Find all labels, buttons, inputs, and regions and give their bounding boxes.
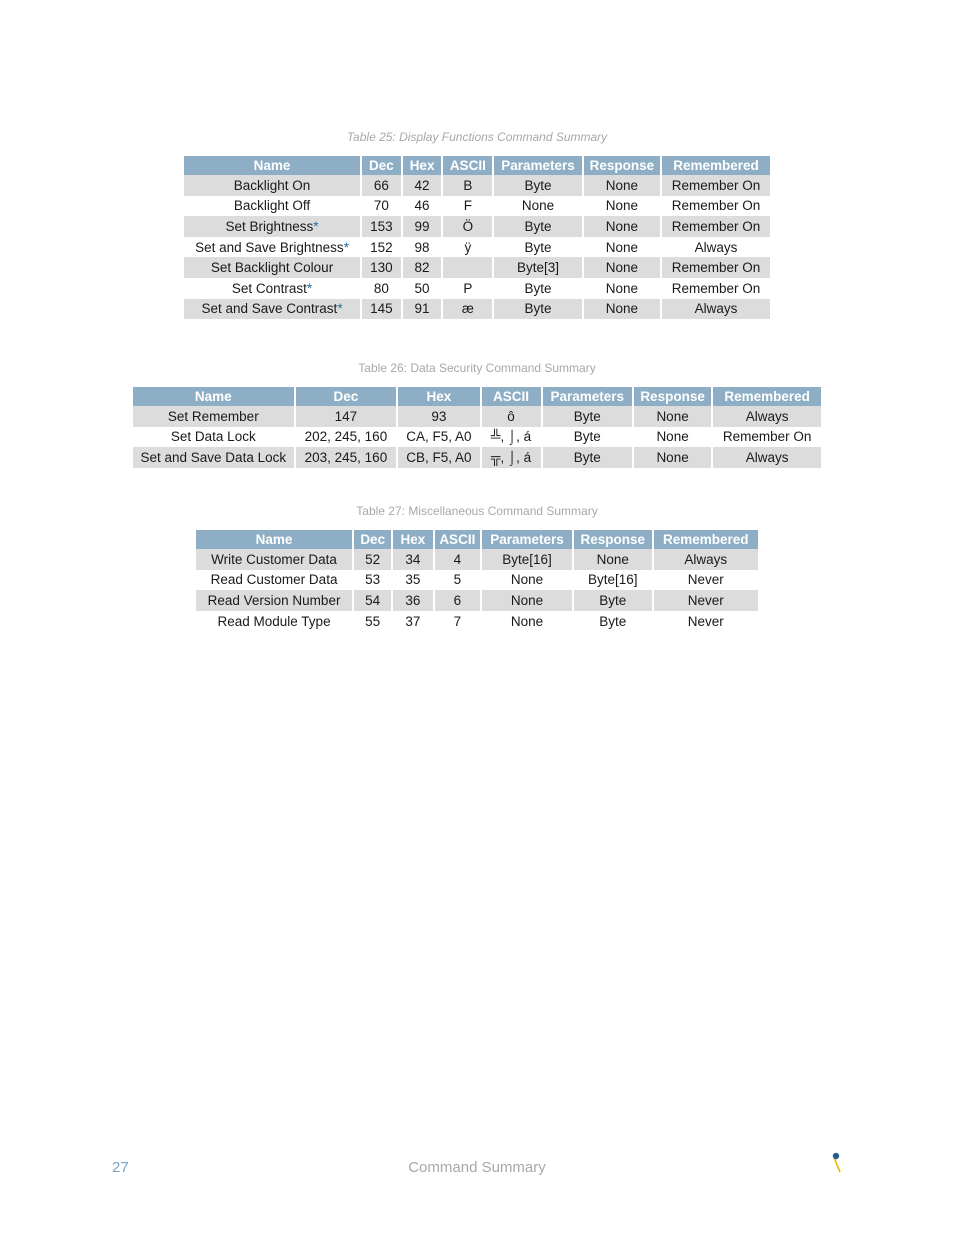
cell-text: 35 — [405, 572, 421, 588]
cell-remembered — [662, 216, 770, 237]
cell-text: 99 — [414, 218, 430, 234]
cell-remembered — [654, 590, 758, 611]
cell-remembered — [713, 406, 821, 427]
cell-name — [196, 549, 352, 570]
cell-hex — [403, 216, 442, 237]
cell-name — [184, 216, 360, 237]
cell-dec — [296, 447, 397, 468]
cell-text: None — [510, 592, 544, 608]
cell-ascii — [482, 427, 541, 448]
cell-text: Always — [745, 449, 789, 465]
cell-dec — [354, 549, 391, 570]
pin-logo-icon — [828, 1151, 844, 1173]
cell-text: None — [656, 429, 689, 445]
column-header-name: Name — [184, 156, 360, 175]
cell-ascii — [443, 278, 492, 299]
cell-text: CB, F5, A0 — [406, 449, 472, 465]
cell-text: æ — [461, 301, 474, 317]
cell-parameters — [543, 427, 632, 448]
cell-dec — [296, 406, 397, 427]
cell-hex — [398, 406, 479, 427]
page-number: 27 — [112, 1159, 129, 1176]
cell-ascii — [443, 196, 492, 217]
cell-name — [196, 570, 352, 591]
cell-parameters — [482, 549, 572, 570]
cell-text: None — [656, 449, 689, 465]
cell-parameters — [494, 257, 582, 278]
table-row — [196, 549, 758, 570]
cell-text: 145 — [370, 301, 393, 317]
cell-text: None — [605, 198, 639, 214]
cell-parameters — [494, 278, 582, 299]
cell-dec — [362, 278, 401, 299]
cell-text: Read Version Number — [207, 592, 341, 608]
cell-text: Ö — [462, 218, 474, 234]
table-row — [133, 406, 821, 427]
cell-text: 53 — [365, 572, 381, 588]
cell-parameters — [494, 216, 582, 237]
table-row — [196, 611, 758, 632]
cell-name — [184, 175, 360, 196]
column-header-hex: Hex — [398, 387, 479, 406]
cell-ascii — [443, 216, 492, 237]
cell-text: None — [605, 260, 639, 276]
cell-parameters — [494, 196, 582, 217]
cell-text: Remember On — [671, 218, 761, 234]
cell-text: Byte — [573, 408, 601, 424]
cell-text: 93 — [431, 408, 447, 424]
cell-response — [574, 570, 652, 591]
cell-hex — [403, 278, 442, 299]
cell-text: Remember On — [671, 260, 761, 276]
cell-text: Remember On — [671, 198, 761, 214]
cell-text: 80 — [373, 280, 389, 296]
cell-text: 82 — [414, 260, 430, 276]
cell-hex — [393, 590, 432, 611]
cell-text: 153 — [370, 218, 393, 234]
cell-text: None — [605, 239, 639, 255]
cell-dec — [354, 611, 391, 632]
table-header-row — [184, 156, 770, 175]
cell-hex — [398, 427, 479, 448]
cell-text: F — [463, 198, 472, 214]
cell-text: Byte — [573, 429, 601, 445]
table-row — [133, 447, 821, 468]
cell-text: 37 — [405, 613, 421, 629]
table-row — [184, 237, 770, 258]
cell-text: None — [605, 177, 639, 193]
cell-ascii — [435, 590, 480, 611]
table-row — [184, 278, 770, 299]
cell-text: Byte — [524, 280, 552, 296]
cell-text: 147 — [334, 408, 358, 424]
cell-dec — [362, 175, 401, 196]
cell-hex — [403, 237, 442, 258]
cell-text: None — [656, 408, 689, 424]
column-header-dec: Dec — [296, 387, 397, 406]
table-header-row — [196, 530, 758, 549]
cell-dec — [362, 257, 401, 278]
cell-text: None — [605, 218, 639, 234]
cell-remembered — [713, 427, 821, 448]
cell-ascii — [435, 549, 480, 570]
cell-name — [196, 590, 352, 611]
cell-remembered — [662, 278, 770, 299]
cell-text: Always — [745, 408, 789, 424]
column-header-dec: Dec — [354, 530, 391, 549]
table-row — [133, 427, 821, 448]
cell-text: Byte — [524, 177, 552, 193]
cell-name — [184, 299, 360, 320]
cell-dec — [362, 196, 401, 217]
cell-text: 7 — [453, 613, 462, 629]
footer-section-title: Command Summary — [408, 1159, 546, 1176]
cell-text: 52 — [365, 551, 381, 567]
cell-parameters — [494, 299, 582, 320]
cell-text: Remember On — [671, 177, 761, 193]
cell-ascii — [443, 299, 492, 320]
cell-name — [133, 447, 294, 468]
cell-response — [574, 590, 652, 611]
cell-text: Byte — [573, 449, 601, 465]
cell-remembered — [662, 196, 770, 217]
table-row — [184, 257, 770, 278]
cell-name — [184, 237, 360, 258]
cell-text: Set Contrast — [231, 280, 307, 296]
cell-hex — [403, 175, 442, 196]
cell-text: Byte — [599, 613, 627, 629]
cell-text: Set Backlight Colour — [210, 260, 334, 276]
cell-ascii — [443, 257, 492, 278]
miscellaneous-table — [194, 530, 760, 631]
cell-text: Never — [687, 592, 724, 608]
cell-text: Always — [694, 239, 738, 255]
column-header-ascii: ASCII — [482, 387, 541, 406]
cell-text: None — [510, 613, 544, 629]
cell-text: ô — [507, 408, 515, 424]
cell-parameters — [482, 611, 572, 632]
cell-text: 66 — [373, 177, 389, 193]
cell-text: Never — [687, 613, 724, 629]
cell-hex — [393, 611, 432, 632]
cell-text: 4 — [453, 551, 462, 567]
cell-remembered — [654, 611, 758, 632]
cell-parameters — [494, 175, 582, 196]
cell-text: 91 — [414, 301, 430, 317]
cell-text: 46 — [414, 198, 430, 214]
footnote-star: * — [343, 239, 349, 255]
table-row — [184, 216, 770, 237]
cell-name — [184, 257, 360, 278]
cell-text: 34 — [405, 551, 421, 567]
cell-text: CA, F5, A0 — [406, 429, 472, 445]
cell-text: Always — [684, 551, 728, 567]
cell-ascii — [443, 175, 492, 196]
column-header-response: Response — [584, 156, 660, 175]
cell-dec — [362, 237, 401, 258]
cell-text: Byte[16] — [502, 551, 552, 567]
cell-response — [584, 216, 660, 237]
data-security-table — [131, 387, 823, 468]
cell-remembered — [654, 570, 758, 591]
cell-parameters — [543, 447, 632, 468]
cell-text: 202, 245, 160 — [304, 429, 388, 445]
cell-text: 70 — [373, 198, 389, 214]
cell-text: Never — [687, 572, 724, 588]
cell-text: None — [521, 198, 555, 214]
cell-text: Set Brightness — [225, 218, 314, 234]
cell-remembered — [662, 175, 770, 196]
cell-ascii — [435, 570, 480, 591]
cell-hex — [398, 447, 479, 468]
cell-hex — [393, 549, 432, 570]
cell-text: ÿ — [464, 239, 472, 255]
cell-text: Set and Save Brightness — [195, 239, 344, 255]
column-header-remembered: Remembered — [654, 530, 758, 549]
table-row — [184, 175, 770, 196]
cell-response — [584, 196, 660, 217]
cell-text: Byte — [524, 218, 552, 234]
cell-text: Set and Save Contrast — [201, 301, 338, 317]
cell-ascii — [482, 447, 541, 468]
cell-ascii — [482, 406, 541, 427]
column-header-parameters: Parameters — [494, 156, 582, 175]
cell-dec — [354, 570, 391, 591]
footnote-star: * — [313, 218, 319, 234]
cell-hex — [393, 570, 432, 591]
cell-dec — [296, 427, 397, 448]
cell-response — [574, 549, 652, 570]
footnote-star: * — [306, 280, 313, 296]
cell-remembered — [662, 237, 770, 258]
column-header-ascii: ASCII — [443, 156, 492, 175]
cell-text: Remember On — [671, 280, 761, 296]
cell-ascii — [435, 611, 480, 632]
cell-text: None — [596, 551, 629, 567]
cell-text: Byte — [599, 592, 627, 608]
cell-text: Byte[3] — [516, 260, 560, 276]
cell-response — [634, 447, 711, 468]
cell-text: 55 — [365, 613, 381, 629]
table-row — [184, 299, 770, 320]
cell-remembered — [713, 447, 821, 468]
cell-text: P — [463, 280, 473, 296]
column-header-parameters: Parameters — [482, 530, 572, 549]
cell-parameters — [482, 590, 572, 611]
cell-response — [574, 611, 652, 632]
table-row — [184, 196, 770, 217]
cell-text: B — [463, 177, 473, 193]
cell-text: 5 — [453, 572, 462, 588]
cell-text: Set and Save Data Lock — [140, 449, 287, 465]
column-header-name: Name — [196, 530, 352, 549]
column-header-name: Name — [133, 387, 294, 406]
cell-hex — [403, 299, 442, 320]
table-header-row — [133, 387, 821, 406]
cell-response — [634, 427, 711, 448]
display-functions-table — [182, 156, 772, 319]
cell-text: 36 — [405, 592, 421, 608]
column-header-ascii: ASCII — [435, 530, 480, 549]
table-caption: Table 27: Miscellaneous Command Summary — [356, 504, 598, 518]
cell-name — [133, 427, 294, 448]
cell-text: 42 — [414, 177, 430, 193]
cell-response — [584, 237, 660, 258]
cell-text: Remember On — [722, 429, 812, 445]
cell-text: Always — [694, 301, 738, 317]
cell-dec — [362, 299, 401, 320]
cell-parameters — [482, 570, 572, 591]
cell-text: 50 — [414, 280, 430, 296]
cell-text: 203, 245, 160 — [304, 449, 388, 465]
cell-name — [184, 278, 360, 299]
cell-remembered — [662, 257, 770, 278]
cell-hex — [403, 196, 442, 217]
cell-parameters — [543, 406, 632, 427]
cell-text: 130 — [370, 260, 393, 276]
cell-text: 98 — [414, 239, 430, 255]
cell-text: Backlight On — [233, 177, 311, 193]
cell-ascii — [443, 237, 492, 258]
column-header-dec: Dec — [362, 156, 401, 175]
cell-parameters — [494, 237, 582, 258]
footnote-star: * — [337, 301, 343, 317]
cell-text: Set Data Lock — [170, 429, 256, 445]
cell-response — [584, 175, 660, 196]
cell-name — [184, 196, 360, 217]
column-header-hex: Hex — [403, 156, 442, 175]
column-header-remembered: Remembered — [713, 387, 821, 406]
cell-text: Set Remember — [167, 408, 259, 424]
cell-remembered — [662, 299, 770, 320]
cell-response — [634, 406, 711, 427]
cell-text: None — [510, 572, 544, 588]
column-header-response: Response — [634, 387, 711, 406]
column-header-parameters: Parameters — [543, 387, 632, 406]
cell-response — [584, 257, 660, 278]
column-header-response: Response — [574, 530, 652, 549]
table-caption: Table 25: Display Functions Command Summary — [346, 130, 608, 144]
cell-text: 152 — [370, 239, 393, 255]
cell-response — [584, 299, 660, 320]
cell-dec — [362, 216, 401, 237]
cell-text: 6 — [453, 592, 462, 608]
column-header-hex: Hex — [393, 530, 432, 549]
cell-text: Backlight Off — [233, 198, 311, 214]
cell-dec — [354, 590, 391, 611]
cell-hex — [403, 257, 442, 278]
cell-text: ╩, ⌡, á — [490, 429, 532, 445]
cell-text: Byte — [524, 301, 552, 317]
cell-text: Write Customer Data — [211, 551, 337, 567]
cell-text: Read Customer Data — [210, 572, 338, 588]
cell-text: ╦, ⌡, á — [490, 449, 532, 465]
cell-text: 54 — [365, 592, 381, 608]
cell-text: None — [605, 280, 639, 296]
cell-text: Byte[16] — [588, 572, 638, 588]
cell-name — [133, 406, 294, 427]
cell-text: None — [605, 301, 639, 317]
cell-name — [196, 611, 352, 632]
cell-text: Byte — [524, 239, 552, 255]
cell-response — [584, 278, 660, 299]
table-row — [196, 590, 758, 611]
cell-remembered — [654, 549, 758, 570]
table-caption: Table 26: Data Security Command Summary — [358, 361, 596, 375]
cell-text: Read Module Type — [217, 613, 331, 629]
table-row — [196, 570, 758, 591]
column-header-remembered: Remembered — [662, 156, 770, 175]
